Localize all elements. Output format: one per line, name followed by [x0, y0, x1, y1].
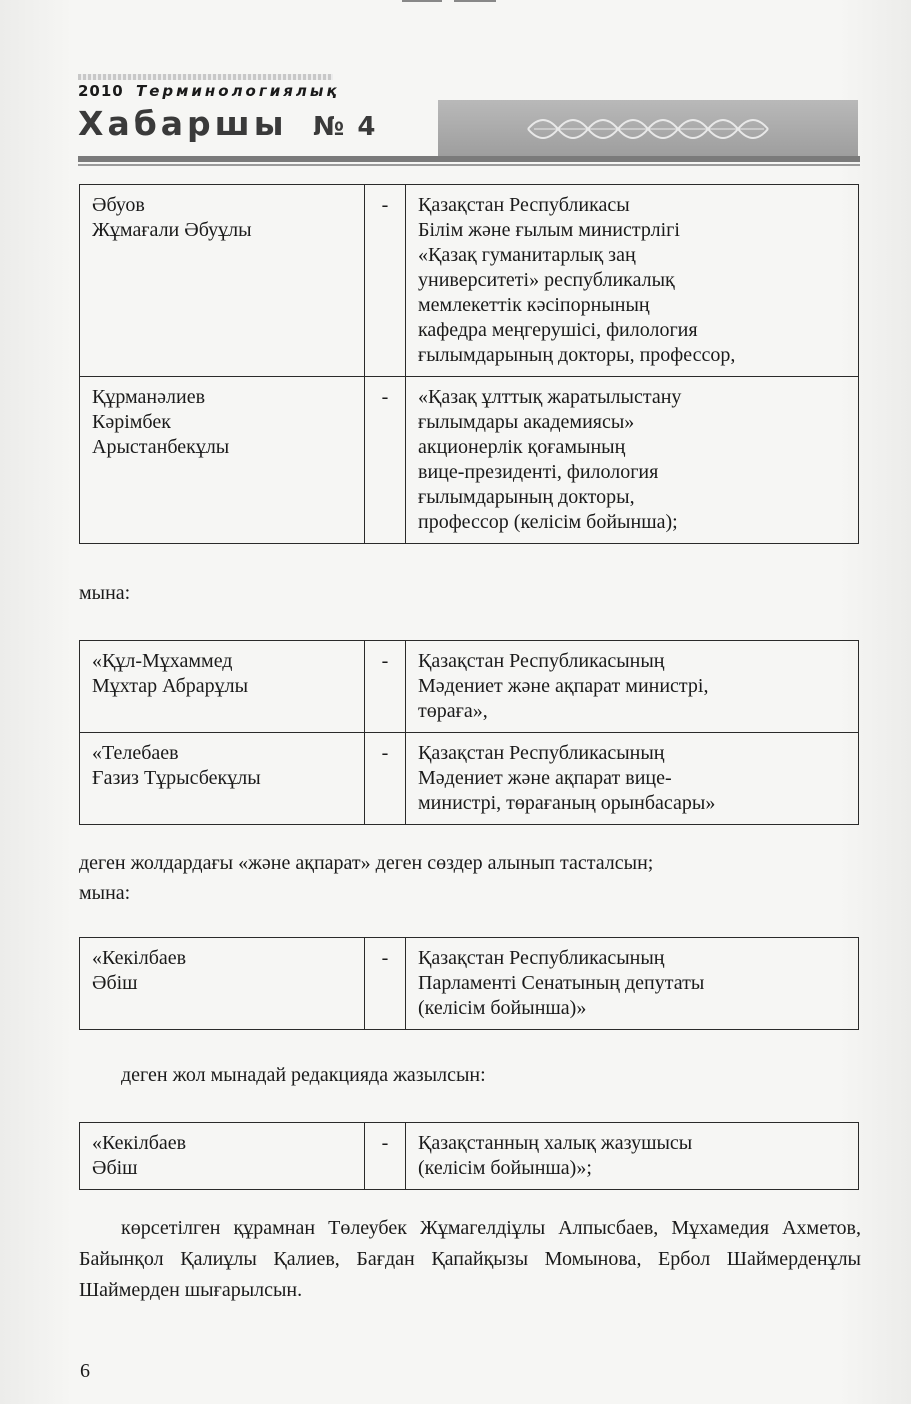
table-row	[80, 185, 859, 377]
position-line: мемлекеттік кәсіпорнының	[418, 294, 650, 316]
position-line: төраға»,	[418, 700, 488, 722]
member-surname: «Құл-Мұхаммед	[92, 650, 233, 672]
ornament-band	[438, 100, 858, 158]
position-line: профессор (келісім бойынша);	[418, 511, 678, 533]
member-fullname: Ғазиз Тұрысбекұлы	[92, 767, 261, 789]
position-line: «Қазақ ұлттық жаратылыстану	[418, 386, 682, 408]
position-line: «Қазақ гуманитарлық заң	[418, 244, 636, 266]
table-row	[80, 377, 859, 544]
members-table-2	[79, 640, 859, 825]
member-position-cell	[406, 938, 859, 1030]
text-redaction: деген жол мынадай редакцияда жазылсын:	[121, 1064, 486, 1086]
position-line: Қазақстан Республикасының	[418, 650, 665, 672]
page-number: 6	[80, 1360, 90, 1382]
member-position-cell	[406, 733, 859, 825]
table-row	[80, 733, 859, 825]
dash-cell: -	[365, 733, 406, 825]
dash-cell: -	[365, 1123, 406, 1190]
text-removal-line: деген жолдардағы «және ақпарат» деген сөздер алынып тасталсын;	[79, 852, 654, 874]
header-title-text: Хабаршы	[78, 104, 288, 143]
member-name-cell	[80, 1123, 365, 1190]
position-line: (келісім бойынша)»	[418, 997, 587, 1019]
ornament-pattern-icon	[438, 100, 858, 158]
header-strip	[78, 74, 333, 80]
table-row	[80, 641, 859, 733]
closing-paragraph: көрсетілген құрамнан Төлеубек Жұмагелдіұлы Алпысбаев, Мұхамедия Ахметов, Байынқол Қалиұлы Қалиев, Бағдан Қапайқызы Момынова, Ербол Шаймерденұлы Шаймерден шығарылсын.	[79, 1217, 861, 1301]
position-line: ғылымдары академиясы»	[418, 411, 635, 433]
member-name-cell	[80, 733, 365, 825]
text-myna-1: мына:	[79, 582, 131, 604]
header-underline	[78, 156, 860, 162]
header-year: 2010	[78, 82, 124, 100]
position-line: министрі, төрағаның орынбасары»	[418, 792, 716, 814]
members-table-1	[79, 184, 859, 544]
member-surname: Әбуов	[92, 194, 145, 216]
text-myna-2: мына:	[79, 882, 131, 904]
journal-header	[78, 68, 860, 168]
position-line: кафедра меңгерушісі, филология	[418, 319, 698, 341]
header-underline-thin	[78, 164, 860, 166]
member-name-cell	[80, 377, 365, 544]
position-line: Мәдениет және ақпарат вице-	[418, 767, 672, 789]
position-line: Қазақстан Республикасының	[418, 742, 665, 764]
member-given-name: Әбіш	[92, 1157, 138, 1179]
position-line: Парламенті Сенатының депутаты	[418, 972, 705, 994]
member-surname: Құрманәлиев	[92, 386, 206, 408]
member-patronymic: Арыстанбекұлы	[92, 436, 230, 458]
position-line: вице-президенті, филология	[418, 461, 659, 483]
member-position-cell	[406, 641, 859, 733]
position-line: Қазақстан Республикасы	[418, 194, 630, 216]
table-row	[80, 938, 859, 1030]
member-position-cell	[406, 1123, 859, 1190]
member-name-cell	[80, 185, 365, 377]
position-line: Мәдениет және ақпарат министрі,	[418, 675, 709, 697]
dash-cell: -	[365, 641, 406, 733]
members-table-4	[79, 1122, 859, 1190]
dash-cell: -	[365, 938, 406, 1030]
position-line: Қазақстан Республикасының	[418, 947, 665, 969]
position-line: ғылымдарының докторы, профессор,	[418, 344, 736, 366]
member-surname: «Телебаев	[92, 742, 179, 764]
position-line: Білім және ғылым министрлігі	[418, 219, 680, 241]
position-line: ғылымдарының докторы,	[418, 486, 635, 508]
member-fullname: Мұхтар Абрарұлы	[92, 675, 249, 697]
dash-cell: -	[365, 377, 406, 544]
member-fullname: Жұмағали Әбуұлы	[92, 219, 252, 241]
position-line: университеті» республикалық	[418, 269, 675, 291]
member-given-name: Әбіш	[92, 972, 138, 994]
member-surname: «Кекілбаев	[92, 947, 187, 969]
member-position-cell	[406, 185, 859, 377]
position-line: (келісім бойынша)»;	[418, 1157, 592, 1179]
member-position-cell	[406, 377, 859, 544]
top-rule-left	[402, 0, 442, 2]
header-title	[78, 104, 377, 150]
dash-cell: -	[365, 185, 406, 377]
header-issue: № 4	[313, 112, 378, 142]
member-name-cell	[80, 641, 365, 733]
position-line: Қазақстанның халық жазушысы	[418, 1132, 693, 1154]
member-surname: «Кекілбаев	[92, 1132, 187, 1154]
header-year-line	[78, 82, 340, 104]
members-table-3	[79, 937, 859, 1030]
table-row	[80, 1123, 859, 1190]
position-line: акционерлік қоғамының	[418, 436, 626, 458]
member-name-cell	[80, 938, 365, 1030]
top-rule-right	[454, 0, 496, 2]
header-journal-name: Терминологиялық	[135, 82, 340, 100]
member-given-name: Кәрімбек	[92, 411, 171, 433]
